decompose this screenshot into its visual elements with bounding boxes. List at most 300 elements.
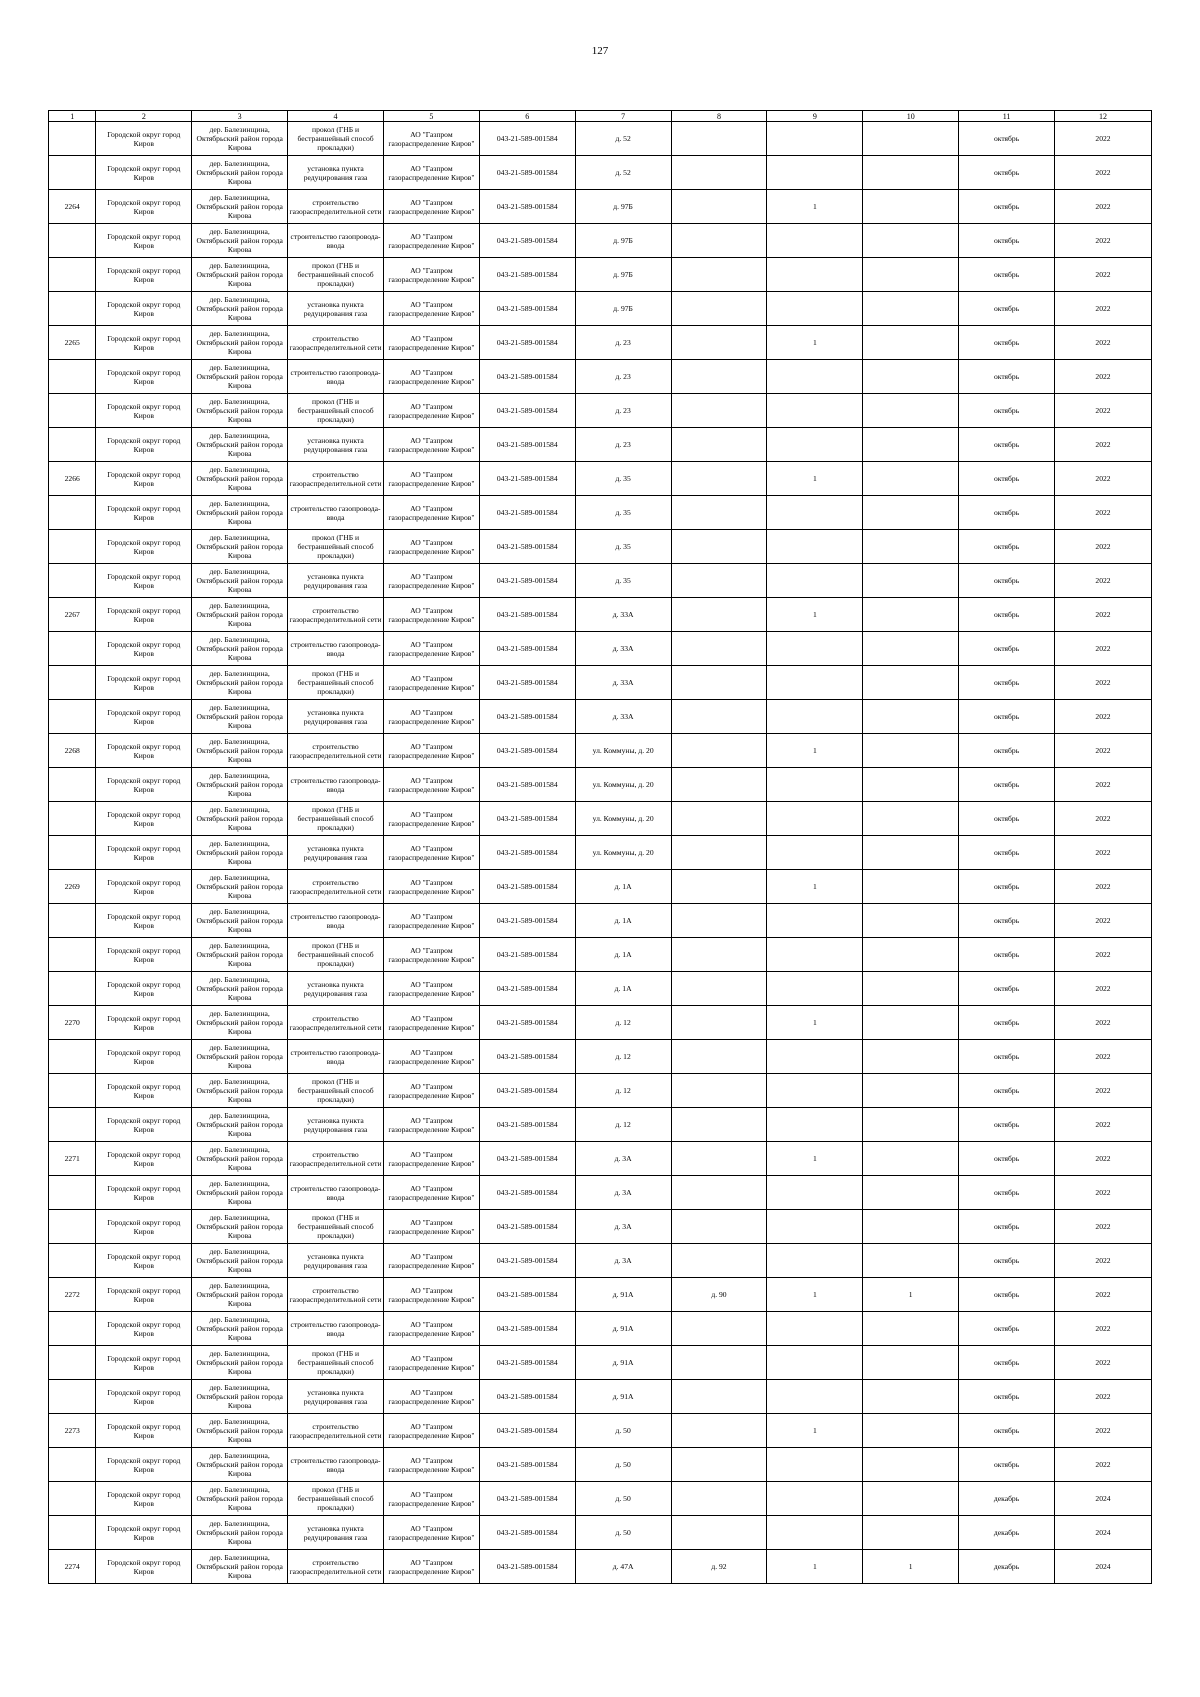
cell-col9: 1 bbox=[767, 734, 863, 768]
cell-col9: 1 bbox=[767, 190, 863, 224]
cell-year: 2022 bbox=[1054, 122, 1151, 156]
cell-code: 043-21-589-001584 bbox=[479, 972, 575, 1006]
cell-house: д. 91А bbox=[575, 1380, 671, 1414]
cell-month: октябрь bbox=[959, 1414, 1055, 1448]
cell-contractor: АО "Газпром газораспределение Киров" bbox=[383, 258, 479, 292]
cell-location: дер. Балезинщина, Октябрьский район города Кирова bbox=[192, 462, 288, 496]
cell-house: д. 50 bbox=[575, 1516, 671, 1550]
cell-col10 bbox=[863, 258, 959, 292]
cell-number bbox=[49, 700, 96, 734]
cell-col9: 1 bbox=[767, 1414, 863, 1448]
cell-work-type: строительство газопровода-ввода bbox=[288, 632, 384, 666]
table-row bbox=[49, 1516, 1152, 1550]
cell-work-type: прокол (ГНБ и бестраншейный способ прокладки) bbox=[288, 122, 384, 156]
cell-district: Городской округ город Киров bbox=[96, 530, 192, 564]
table-row bbox=[49, 1278, 1152, 1312]
table-row bbox=[49, 836, 1152, 870]
cell-col9 bbox=[767, 496, 863, 530]
cell-contractor: АО "Газпром газораспределение Киров" bbox=[383, 666, 479, 700]
cell-year: 2022 bbox=[1054, 938, 1151, 972]
cell-code: 043-21-589-001584 bbox=[479, 258, 575, 292]
cell-month: октябрь bbox=[959, 1312, 1055, 1346]
cell-location: дер. Балезинщина, Октябрьский район города Кирова bbox=[192, 904, 288, 938]
cell-col10 bbox=[863, 802, 959, 836]
cell-col8 bbox=[671, 972, 767, 1006]
cell-code: 043-21-589-001584 bbox=[479, 768, 575, 802]
cell-work-type: строительство газораспределительной сети bbox=[288, 462, 384, 496]
cell-house: д. 3А bbox=[575, 1210, 671, 1244]
cell-contractor: АО "Газпром газораспределение Киров" bbox=[383, 734, 479, 768]
table-row bbox=[49, 156, 1152, 190]
cell-location: дер. Балезинщина, Октябрьский район города Кирова bbox=[192, 1516, 288, 1550]
cell-year: 2022 bbox=[1054, 972, 1151, 1006]
cell-location: дер. Балезинщина, Октябрьский район города Кирова bbox=[192, 122, 288, 156]
cell-code: 043-21-589-001584 bbox=[479, 224, 575, 258]
table-row bbox=[49, 326, 1152, 360]
cell-code: 043-21-589-001584 bbox=[479, 122, 575, 156]
cell-year: 2022 bbox=[1054, 258, 1151, 292]
cell-work-type: строительство газопровода-ввода bbox=[288, 224, 384, 258]
cell-col9 bbox=[767, 700, 863, 734]
table-row bbox=[49, 428, 1152, 462]
cell-year: 2022 bbox=[1054, 1312, 1151, 1346]
cell-col10 bbox=[863, 190, 959, 224]
cell-code: 043-21-589-001584 bbox=[479, 1142, 575, 1176]
cell-month: октябрь bbox=[959, 938, 1055, 972]
table-row bbox=[49, 190, 1152, 224]
cell-col9: 1 bbox=[767, 870, 863, 904]
cell-location: дер. Балезинщина, Октябрьский район города Кирова bbox=[192, 1210, 288, 1244]
cell-district: Городской округ город Киров bbox=[96, 1346, 192, 1380]
table-header-row bbox=[49, 111, 1152, 122]
cell-col8 bbox=[671, 768, 767, 802]
cell-house: д. 1А bbox=[575, 870, 671, 904]
cell-work-type: прокол (ГНБ и бестраншейный способ прокладки) bbox=[288, 802, 384, 836]
cell-code: 043-21-589-001584 bbox=[479, 632, 575, 666]
cell-contractor: АО "Газпром газораспределение Киров" bbox=[383, 972, 479, 1006]
cell-col9 bbox=[767, 428, 863, 462]
cell-col10 bbox=[863, 496, 959, 530]
cell-col9 bbox=[767, 938, 863, 972]
cell-house: д. 35 bbox=[575, 530, 671, 564]
cell-col8 bbox=[671, 1346, 767, 1380]
table-row bbox=[49, 1482, 1152, 1516]
cell-number: 2270 bbox=[49, 1006, 96, 1040]
cell-district: Городской округ город Киров bbox=[96, 496, 192, 530]
cell-col8 bbox=[671, 666, 767, 700]
cell-district: Городской округ город Киров bbox=[96, 1550, 192, 1584]
cell-location: дер. Балезинщина, Октябрьский район города Кирова bbox=[192, 1278, 288, 1312]
cell-work-type: установка пункта редуцирования газа bbox=[288, 1244, 384, 1278]
cell-col9: 1 bbox=[767, 326, 863, 360]
column-header-5: 5 bbox=[383, 111, 479, 122]
cell-district: Городской округ город Киров bbox=[96, 292, 192, 326]
cell-number bbox=[49, 1210, 96, 1244]
cell-month: октябрь bbox=[959, 1108, 1055, 1142]
cell-col8 bbox=[671, 1142, 767, 1176]
cell-col10 bbox=[863, 666, 959, 700]
cell-house: д. 23 bbox=[575, 326, 671, 360]
cell-work-type: прокол (ГНБ и бестраншейный способ прокладки) bbox=[288, 1074, 384, 1108]
cell-district: Городской округ город Киров bbox=[96, 1482, 192, 1516]
cell-month: октябрь bbox=[959, 666, 1055, 700]
cell-code: 043-21-589-001584 bbox=[479, 1108, 575, 1142]
cell-house: д. 35 bbox=[575, 462, 671, 496]
table-row bbox=[49, 598, 1152, 632]
cell-number bbox=[49, 360, 96, 394]
cell-col10 bbox=[863, 1380, 959, 1414]
cell-code: 043-21-589-001584 bbox=[479, 904, 575, 938]
column-header-1: 1 bbox=[49, 111, 96, 122]
cell-contractor: АО "Газпром газораспределение Киров" bbox=[383, 530, 479, 564]
cell-col8 bbox=[671, 360, 767, 394]
cell-code: 043-21-589-001584 bbox=[479, 428, 575, 462]
cell-col10 bbox=[863, 768, 959, 802]
cell-work-type: прокол (ГНБ и бестраншейный способ прокладки) bbox=[288, 258, 384, 292]
cell-work-type: строительство газопровода-ввода bbox=[288, 1176, 384, 1210]
cell-year: 2022 bbox=[1054, 734, 1151, 768]
cell-number: 2264 bbox=[49, 190, 96, 224]
cell-house: д. 1А bbox=[575, 972, 671, 1006]
cell-year: 2022 bbox=[1054, 360, 1151, 394]
cell-work-type: прокол (ГНБ и бестраншейный способ прокладки) bbox=[288, 394, 384, 428]
cell-year: 2022 bbox=[1054, 1006, 1151, 1040]
cell-contractor: АО "Газпром газораспределение Киров" bbox=[383, 1142, 479, 1176]
table-row bbox=[49, 802, 1152, 836]
cell-contractor: АО "Газпром газораспределение Киров" bbox=[383, 1448, 479, 1482]
cell-number bbox=[49, 1346, 96, 1380]
cell-district: Городской округ город Киров bbox=[96, 1244, 192, 1278]
cell-month: октябрь bbox=[959, 598, 1055, 632]
cell-col9 bbox=[767, 258, 863, 292]
cell-col9: 1 bbox=[767, 1550, 863, 1584]
cell-year: 2022 bbox=[1054, 564, 1151, 598]
cell-code: 043-21-589-001584 bbox=[479, 394, 575, 428]
cell-col9 bbox=[767, 1210, 863, 1244]
cell-location: дер. Балезинщина, Октябрьский район города Кирова bbox=[192, 530, 288, 564]
cell-district: Городской округ город Киров bbox=[96, 904, 192, 938]
cell-month: октябрь bbox=[959, 1448, 1055, 1482]
cell-year: 2024 bbox=[1054, 1550, 1151, 1584]
cell-month: октябрь bbox=[959, 496, 1055, 530]
table-row bbox=[49, 224, 1152, 258]
cell-district: Городской округ город Киров bbox=[96, 632, 192, 666]
cell-contractor: АО "Газпром газораспределение Киров" bbox=[383, 938, 479, 972]
cell-month: октябрь bbox=[959, 428, 1055, 462]
cell-contractor: АО "Газпром газораспределение Киров" bbox=[383, 870, 479, 904]
cell-col10 bbox=[863, 1312, 959, 1346]
table-row bbox=[49, 700, 1152, 734]
cell-number bbox=[49, 1312, 96, 1346]
cell-col10 bbox=[863, 836, 959, 870]
cell-work-type: строительство газораспределительной сети bbox=[288, 190, 384, 224]
cell-district: Городской округ город Киров bbox=[96, 258, 192, 292]
cell-location: дер. Балезинщина, Октябрьский район города Кирова bbox=[192, 394, 288, 428]
cell-month: октябрь bbox=[959, 530, 1055, 564]
cell-month: октябрь bbox=[959, 1074, 1055, 1108]
cell-col10 bbox=[863, 326, 959, 360]
cell-location: дер. Балезинщина, Октябрьский район города Кирова bbox=[192, 1312, 288, 1346]
cell-district: Городской округ город Киров bbox=[96, 836, 192, 870]
cell-code: 043-21-589-001584 bbox=[479, 836, 575, 870]
cell-col10 bbox=[863, 428, 959, 462]
cell-district: Городской округ город Киров bbox=[96, 666, 192, 700]
column-header-2: 2 bbox=[96, 111, 192, 122]
cell-col10 bbox=[863, 1040, 959, 1074]
cell-number bbox=[49, 394, 96, 428]
cell-col8 bbox=[671, 292, 767, 326]
cell-code: 043-21-589-001584 bbox=[479, 1006, 575, 1040]
cell-col10 bbox=[863, 122, 959, 156]
cell-col10 bbox=[863, 972, 959, 1006]
cell-work-type: строительство газораспределительной сети bbox=[288, 1414, 384, 1448]
cell-work-type: строительство газораспределительной сети bbox=[288, 1278, 384, 1312]
cell-contractor: АО "Газпром газораспределение Киров" bbox=[383, 326, 479, 360]
cell-house: д. 23 bbox=[575, 428, 671, 462]
cell-col9 bbox=[767, 1074, 863, 1108]
cell-code: 043-21-589-001584 bbox=[479, 1040, 575, 1074]
cell-year: 2022 bbox=[1054, 802, 1151, 836]
cell-col10 bbox=[863, 1108, 959, 1142]
column-header-7: 7 bbox=[575, 111, 671, 122]
cell-house: ул. Коммуны, д. 20 bbox=[575, 768, 671, 802]
cell-district: Городской округ город Киров bbox=[96, 1414, 192, 1448]
cell-number bbox=[49, 632, 96, 666]
cell-number bbox=[49, 428, 96, 462]
table-row bbox=[49, 1074, 1152, 1108]
cell-house: д. 91А bbox=[575, 1312, 671, 1346]
cell-col8 bbox=[671, 564, 767, 598]
cell-contractor: АО "Газпром газораспределение Киров" bbox=[383, 802, 479, 836]
cell-year: 2022 bbox=[1054, 836, 1151, 870]
column-header-10: 10 bbox=[863, 111, 959, 122]
cell-col9: 1 bbox=[767, 462, 863, 496]
table-row bbox=[49, 1380, 1152, 1414]
cell-location: дер. Балезинщина, Октябрьский район города Кирова bbox=[192, 734, 288, 768]
cell-col10 bbox=[863, 870, 959, 904]
cell-contractor: АО "Газпром газораспределение Киров" bbox=[383, 700, 479, 734]
cell-year: 2022 bbox=[1054, 1448, 1151, 1482]
cell-code: 043-21-589-001584 bbox=[479, 1380, 575, 1414]
cell-number: 2266 bbox=[49, 462, 96, 496]
cell-district: Городской округ город Киров bbox=[96, 768, 192, 802]
cell-number bbox=[49, 1448, 96, 1482]
cell-house: д. 97Б bbox=[575, 224, 671, 258]
cell-month: октябрь bbox=[959, 1346, 1055, 1380]
cell-contractor: АО "Газпром газораспределение Киров" bbox=[383, 632, 479, 666]
cell-number bbox=[49, 1040, 96, 1074]
cell-location: дер. Балезинщина, Октябрьский район города Кирова bbox=[192, 1040, 288, 1074]
cell-month: октябрь bbox=[959, 1142, 1055, 1176]
cell-district: Городской округ город Киров bbox=[96, 224, 192, 258]
cell-house: д. 3А bbox=[575, 1176, 671, 1210]
cell-year: 2022 bbox=[1054, 462, 1151, 496]
cell-number bbox=[49, 904, 96, 938]
cell-district: Городской округ город Киров bbox=[96, 1380, 192, 1414]
cell-location: дер. Балезинщина, Октябрьский район города Кирова bbox=[192, 258, 288, 292]
cell-code: 043-21-589-001584 bbox=[479, 1244, 575, 1278]
cell-location: дер. Балезинщина, Октябрьский район города Кирова bbox=[192, 1448, 288, 1482]
table-row bbox=[49, 1006, 1152, 1040]
table-row bbox=[49, 1244, 1152, 1278]
cell-col10 bbox=[863, 530, 959, 564]
cell-code: 043-21-589-001584 bbox=[479, 326, 575, 360]
cell-col10 bbox=[863, 1074, 959, 1108]
cell-number: 2265 bbox=[49, 326, 96, 360]
cell-col10 bbox=[863, 394, 959, 428]
cell-location: дер. Балезинщина, Октябрьский район города Кирова bbox=[192, 666, 288, 700]
cell-month: октябрь bbox=[959, 1006, 1055, 1040]
table-row bbox=[49, 122, 1152, 156]
cell-location: дер. Балезинщина, Октябрьский район города Кирова bbox=[192, 224, 288, 258]
cell-house: д. 35 bbox=[575, 564, 671, 598]
cell-work-type: прокол (ГНБ и бестраншейный способ прокладки) bbox=[288, 938, 384, 972]
cell-code: 043-21-589-001584 bbox=[479, 802, 575, 836]
cell-col8 bbox=[671, 1380, 767, 1414]
cell-month: декабрь bbox=[959, 1550, 1055, 1584]
cell-work-type: строительство газораспределительной сети bbox=[288, 598, 384, 632]
cell-contractor: АО "Газпром газораспределение Киров" bbox=[383, 1006, 479, 1040]
cell-house: д. 50 bbox=[575, 1414, 671, 1448]
cell-house: ул. Коммуны, д. 20 bbox=[575, 802, 671, 836]
cell-number: 2274 bbox=[49, 1550, 96, 1584]
cell-month: октябрь bbox=[959, 462, 1055, 496]
cell-house: д. 12 bbox=[575, 1108, 671, 1142]
cell-code: 043-21-589-001584 bbox=[479, 1482, 575, 1516]
table-row bbox=[49, 972, 1152, 1006]
table-row bbox=[49, 870, 1152, 904]
cell-house: д. 91А bbox=[575, 1346, 671, 1380]
cell-col9: 1 bbox=[767, 598, 863, 632]
cell-number: 2267 bbox=[49, 598, 96, 632]
cell-month: октябрь bbox=[959, 122, 1055, 156]
cell-col10 bbox=[863, 1142, 959, 1176]
cell-work-type: строительство газопровода-ввода bbox=[288, 904, 384, 938]
cell-contractor: АО "Газпром газораспределение Киров" bbox=[383, 496, 479, 530]
cell-col10 bbox=[863, 1176, 959, 1210]
cell-house: д. 12 bbox=[575, 1040, 671, 1074]
cell-house: д. 52 bbox=[575, 156, 671, 190]
cell-col8: д. 90 bbox=[671, 1278, 767, 1312]
cell-month: октябрь bbox=[959, 1040, 1055, 1074]
cell-month: октябрь bbox=[959, 1244, 1055, 1278]
cell-month: октябрь bbox=[959, 156, 1055, 190]
cell-district: Городской округ город Киров bbox=[96, 598, 192, 632]
cell-col8 bbox=[671, 1006, 767, 1040]
cell-col8 bbox=[671, 598, 767, 632]
cell-month: октябрь bbox=[959, 1278, 1055, 1312]
cell-month: октябрь bbox=[959, 870, 1055, 904]
cell-col8 bbox=[671, 1040, 767, 1074]
cell-code: 043-21-589-001584 bbox=[479, 870, 575, 904]
cell-col9 bbox=[767, 292, 863, 326]
cell-contractor: АО "Газпром газораспределение Киров" bbox=[383, 1176, 479, 1210]
cell-contractor: АО "Газпром газораспределение Киров" bbox=[383, 462, 479, 496]
cell-col9 bbox=[767, 632, 863, 666]
cell-year: 2022 bbox=[1054, 224, 1151, 258]
cell-work-type: установка пункта редуцирования газа bbox=[288, 156, 384, 190]
cell-location: дер. Балезинщина, Октябрьский район города Кирова bbox=[192, 700, 288, 734]
cell-month: октябрь bbox=[959, 360, 1055, 394]
table-row bbox=[49, 1312, 1152, 1346]
cell-month: октябрь bbox=[959, 326, 1055, 360]
cell-number bbox=[49, 802, 96, 836]
cell-year: 2022 bbox=[1054, 700, 1151, 734]
table-row bbox=[49, 360, 1152, 394]
cell-col10 bbox=[863, 938, 959, 972]
cell-contractor: АО "Газпром газораспределение Киров" bbox=[383, 1040, 479, 1074]
cell-col9 bbox=[767, 802, 863, 836]
cell-col9 bbox=[767, 564, 863, 598]
cell-contractor: АО "Газпром газораспределение Киров" bbox=[383, 190, 479, 224]
cell-col8 bbox=[671, 1516, 767, 1550]
cell-contractor: АО "Газпром газораспределение Киров" bbox=[383, 428, 479, 462]
cell-contractor: АО "Газпром газораспределение Киров" bbox=[383, 224, 479, 258]
cell-house: ул. Коммуны, д. 20 bbox=[575, 836, 671, 870]
cell-col10 bbox=[863, 360, 959, 394]
cell-location: дер. Балезинщина, Октябрьский район города Кирова bbox=[192, 1380, 288, 1414]
cell-contractor: АО "Газпром газораспределение Киров" bbox=[383, 564, 479, 598]
cell-month: октябрь bbox=[959, 836, 1055, 870]
table-row bbox=[49, 938, 1152, 972]
cell-contractor: АО "Газпром газораспределение Киров" bbox=[383, 1516, 479, 1550]
cell-location: дер. Балезинщина, Октябрьский район города Кирова bbox=[192, 564, 288, 598]
cell-contractor: АО "Газпром газораспределение Киров" bbox=[383, 360, 479, 394]
cell-district: Городской округ город Киров bbox=[96, 122, 192, 156]
cell-location: дер. Балезинщина, Октябрьский район города Кирова bbox=[192, 1176, 288, 1210]
table-row bbox=[49, 1176, 1152, 1210]
cell-contractor: АО "Газпром газораспределение Киров" bbox=[383, 122, 479, 156]
cell-col9 bbox=[767, 1482, 863, 1516]
cell-district: Городской округ город Киров bbox=[96, 428, 192, 462]
cell-district: Городской округ город Киров bbox=[96, 734, 192, 768]
cell-work-type: строительство газопровода-ввода bbox=[288, 1040, 384, 1074]
cell-col10 bbox=[863, 1448, 959, 1482]
table-row bbox=[49, 564, 1152, 598]
column-header-4: 4 bbox=[288, 111, 384, 122]
cell-house: д. 12 bbox=[575, 1006, 671, 1040]
cell-district: Городской округ город Киров bbox=[96, 360, 192, 394]
cell-work-type: прокол (ГНБ и бестраншейный способ прокладки) bbox=[288, 666, 384, 700]
cell-contractor: АО "Газпром газораспределение Киров" bbox=[383, 1380, 479, 1414]
cell-contractor: АО "Газпром газораспределение Киров" bbox=[383, 1074, 479, 1108]
cell-work-type: строительство газораспределительной сети bbox=[288, 1006, 384, 1040]
cell-work-type: строительство газораспределительной сети bbox=[288, 734, 384, 768]
cell-col9 bbox=[767, 768, 863, 802]
cell-year: 2022 bbox=[1054, 1278, 1151, 1312]
table-body bbox=[49, 122, 1152, 1584]
cell-work-type: строительство газопровода-ввода bbox=[288, 496, 384, 530]
cell-number bbox=[49, 938, 96, 972]
cell-house: д. 97Б bbox=[575, 258, 671, 292]
table-row bbox=[49, 768, 1152, 802]
column-header-8: 8 bbox=[671, 111, 767, 122]
cell-month: октябрь bbox=[959, 394, 1055, 428]
cell-location: дер. Балезинщина, Октябрьский район города Кирова bbox=[192, 1108, 288, 1142]
cell-col8 bbox=[671, 632, 767, 666]
cell-year: 2022 bbox=[1054, 904, 1151, 938]
cell-month: октябрь bbox=[959, 768, 1055, 802]
cell-house: д. 33А bbox=[575, 700, 671, 734]
cell-location: дер. Балезинщина, Октябрьский район города Кирова bbox=[192, 1550, 288, 1584]
cell-location: дер. Балезинщина, Октябрьский район города Кирова bbox=[192, 428, 288, 462]
cell-location: дер. Балезинщина, Октябрьский район города Кирова bbox=[192, 1074, 288, 1108]
cell-house: д. 23 bbox=[575, 360, 671, 394]
cell-house: д. 50 bbox=[575, 1482, 671, 1516]
cell-house: д. 52 bbox=[575, 122, 671, 156]
cell-code: 043-21-589-001584 bbox=[479, 1346, 575, 1380]
cell-district: Городской округ город Киров bbox=[96, 1006, 192, 1040]
